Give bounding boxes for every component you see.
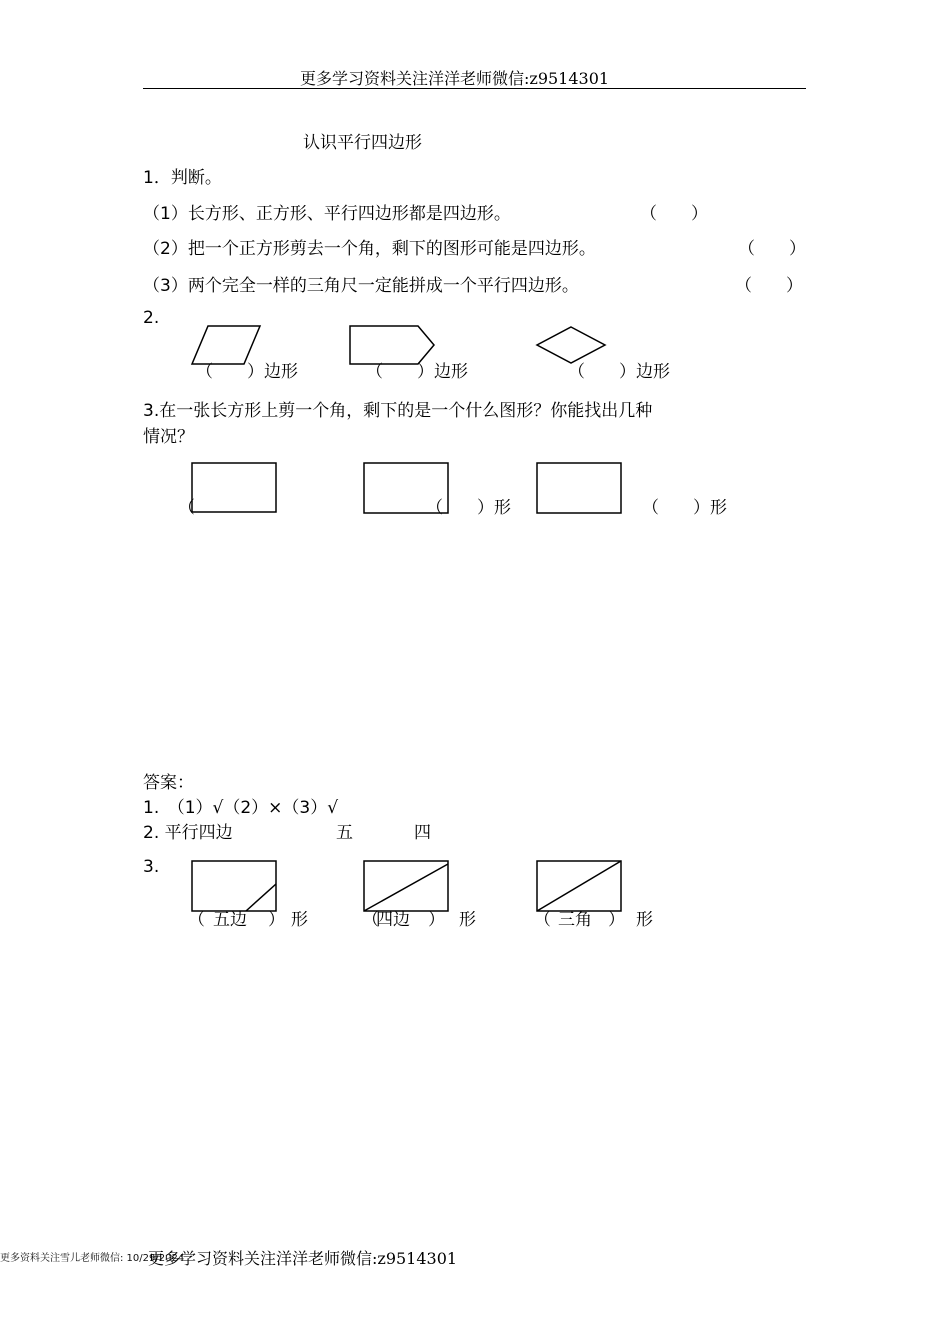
answer-paren-open-3: （: [534, 910, 551, 930]
answer-shape-3-fill: 三角: [558, 910, 592, 930]
q3-line-1: 3.在一张长方形上剪一个角，剩下的是一个什么图形？你能找出几种: [143, 401, 653, 421]
answer-shape-2-suffix: 形: [459, 910, 476, 930]
footer-small-text: 更多资料关注雪儿老师微信: 10/29/2024: [0, 1253, 185, 1264]
answer-rectangle-1: [192, 861, 276, 911]
answer-line-1: 1. （1）√（2）×（3）√: [143, 798, 339, 818]
q1-item-1: （1）长方形、正方形、平行四边形都是四边形。: [143, 204, 511, 224]
answer-paren-close-2: ）: [428, 910, 445, 930]
q1-heading: 1．判断。: [143, 168, 222, 188]
answer-shape-2-fill: 四边: [376, 910, 410, 930]
q2-label-2: （ ）边形: [366, 362, 468, 382]
answer-line-3-number: 3.: [143, 857, 160, 877]
footer-main-text: 更多学习资料关注洋洋老师微信:z9514301: [148, 1249, 458, 1268]
answer-shape-1-fill: 五边: [213, 910, 247, 930]
answer-line-2-four: 四: [414, 823, 431, 843]
q1-item-2-answer-blank: （ ）: [738, 239, 806, 259]
answer-paren-open-1: （: [188, 910, 205, 930]
q3-label-2: （ ）形: [426, 498, 511, 518]
q2-number: 2.: [143, 308, 160, 328]
q1-item-2: （2）把一个正方形剪去一个角，剩下的图形可能是四边形。: [143, 239, 596, 259]
q3-label-3: （ ）形: [642, 498, 727, 518]
q2-label-1: （ ）边形: [196, 362, 298, 382]
answer-shape-1-suffix: 形: [291, 910, 308, 930]
answer-cut-line-3: [537, 861, 621, 911]
answer-paren-close-1: ）: [268, 910, 285, 930]
q3-label-1: （: [178, 498, 195, 518]
q3-line-2: 情况？: [143, 427, 194, 447]
answer-cut-line-2: [364, 864, 448, 911]
answer-heading: 答案：: [143, 773, 194, 793]
answer-line-2-five: 五: [336, 823, 353, 843]
answer-paren-close-3: ）: [608, 910, 625, 930]
q1-item-3-answer-blank: （ ）: [735, 276, 803, 296]
q2-label-3: （ ）边形: [568, 362, 670, 382]
answer-line-2: 2. 平行四边: [143, 823, 233, 843]
q1-item-3: （3）两个完全一样的三角尺一定能拼成一个平行四边形。: [143, 276, 579, 296]
answer-shape-3-suffix: 形: [636, 910, 653, 930]
page-header: 更多学习资料关注洋洋老师微信:z9514301: [300, 69, 610, 88]
answer-paren-open-2: （: [362, 910, 379, 930]
q1-item-1-answer-blank: （ ）: [640, 204, 708, 224]
page-title: 认识平行四边形: [303, 133, 422, 153]
